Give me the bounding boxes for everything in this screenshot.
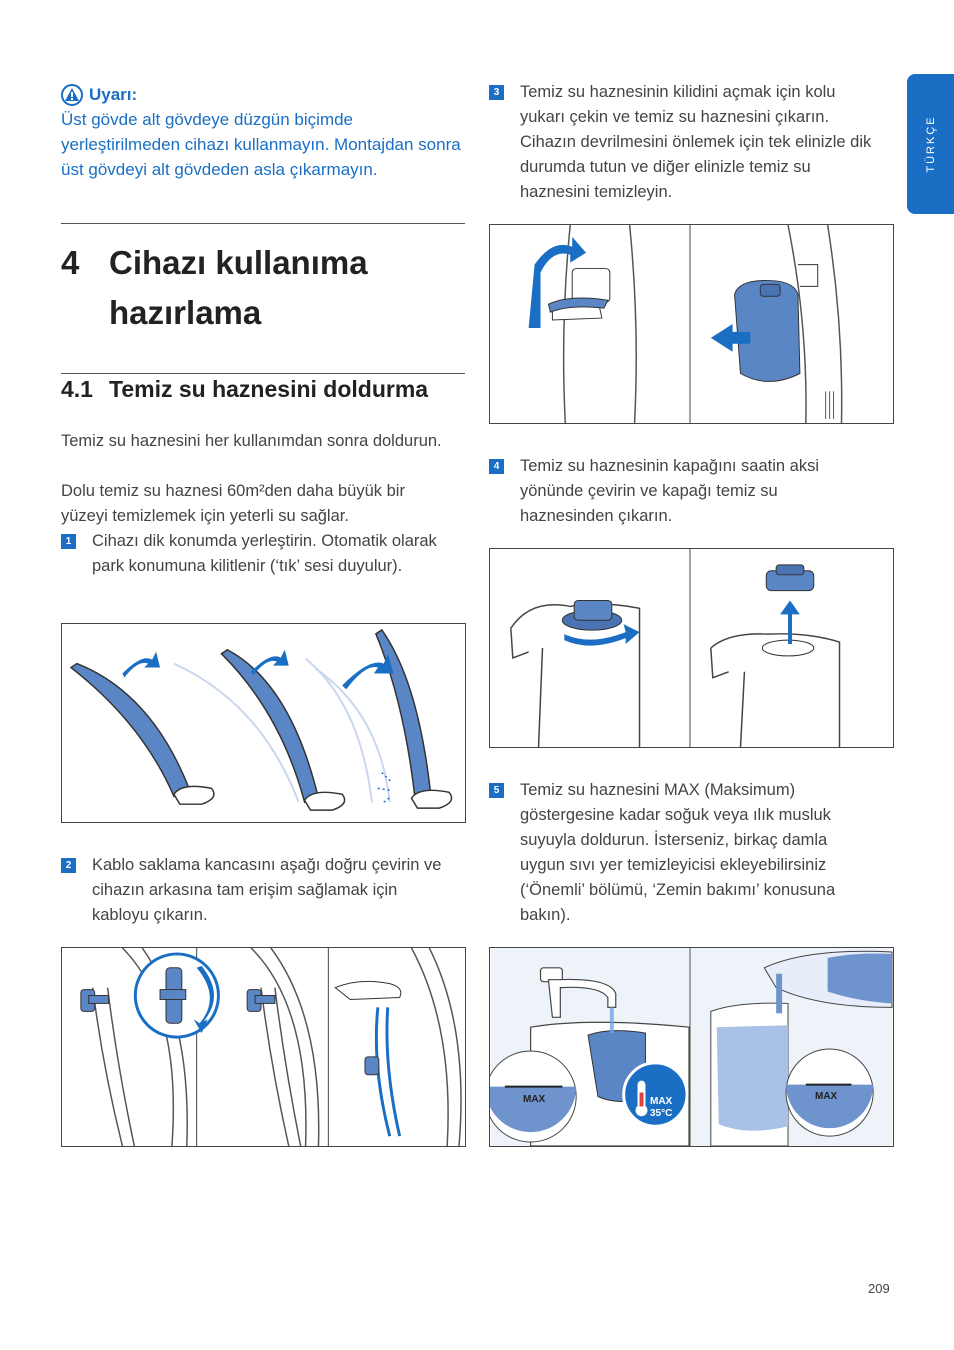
warning-block: [61, 82, 461, 182]
max-temp-label: MAX: [650, 1096, 673, 1107]
warning-icon: [61, 84, 83, 106]
section-heading: [61, 376, 461, 428]
step-text: Temiz su haznesinin kapağını saatin aksi yönünde çevirin ve kapağı temiz su haznesinden çıkarın.: [520, 457, 819, 525]
chapter-title: Cihazı kullanıma hazırlama: [109, 244, 368, 331]
figure-remove-tank: [489, 224, 894, 424]
section-title: Temiz su haznesini doldurma: [109, 376, 429, 402]
intro-paragraph-1: Temiz su haznesini her kullanımdan sonra doldurun.: [61, 432, 442, 450]
max-temp-value: 35°C: [650, 1108, 673, 1119]
language-tab-label: TÜRKÇE: [924, 115, 937, 173]
figure-fill-tank: [489, 947, 894, 1147]
max-label-right: MAX: [815, 1091, 838, 1102]
page-number: 209: [868, 1281, 890, 1296]
section-number: 4.1: [61, 376, 93, 402]
chapter-heading: [61, 238, 465, 348]
step-4: [489, 454, 889, 529]
fill-tank-illustration: [490, 948, 893, 1146]
step-badge: 3: [489, 85, 504, 100]
step-1: [61, 529, 451, 604]
step-2: [61, 853, 451, 928]
step-text: Temiz su haznesinin kilidini açmak için kolu yukarı çekin ve temiz su haznesini çıkarın. Cihazın devrilmesini önlemek için tek elinizle dik durumda tutun ve diğer elinizle temiz su haznesini temizleyin.: [520, 83, 872, 201]
remove-tank-illustration: [490, 225, 893, 423]
step-badge: 5: [489, 783, 504, 798]
warning-text: Üst gövde alt gövdeye düzgün biçimde yerleştirilmeden cihazı kullanmayın. Montajdan sonra üst gövdeyi alt gövdeden asla çıkarmayın.: [61, 110, 461, 179]
chapter-number: 4: [61, 244, 80, 281]
divider: [61, 223, 465, 224]
max-label-left: MAX: [523, 1094, 546, 1105]
figure-upright-position: [61, 623, 466, 823]
warning-title-text: Uyarı:: [89, 85, 138, 104]
intro-paragraph-2: Dolu temiz su haznesi 60m²den daha büyük bir yüzeyi temizlemek için yeterli su sağlar.: [61, 482, 405, 525]
remove-cap-illustration: [490, 549, 893, 747]
step-badge: 4: [489, 459, 504, 474]
upright-illustration: [62, 624, 465, 822]
figure-cable-hook: [61, 947, 466, 1147]
step-badge: 2: [61, 858, 76, 873]
divider: [61, 373, 465, 374]
warning-title: [61, 82, 461, 107]
figure-remove-cap: [489, 548, 894, 748]
step-text: Temiz su haznesini MAX (Maksimum) göstergesine kadar soğuk veya ılık musluk suyuyla doldurun. İsterseniz, birkaç damla uygun sıvı yer temizleyicisi ekleyebilirsiniz (‘Önemli’ bölümü, ‘Zemin bakımı’ konusuna bakın).: [520, 781, 836, 924]
step-5: [489, 778, 889, 933]
cable-hook-illustration: [62, 948, 465, 1146]
step-3: [489, 80, 889, 210]
step-text: Cihazı dik konumda yerleştirin. Otomatik olarak park konumuna kilitlenir (‘tık’ sesi duyulur).: [92, 532, 437, 575]
step-badge: 1: [61, 534, 76, 549]
language-tab: [907, 74, 954, 214]
step-text: Kablo saklama kancasını aşağı doğru çevirin ve cihazın arkasına tam erişim sağlamak için kabloyu çıkarın.: [92, 856, 442, 924]
